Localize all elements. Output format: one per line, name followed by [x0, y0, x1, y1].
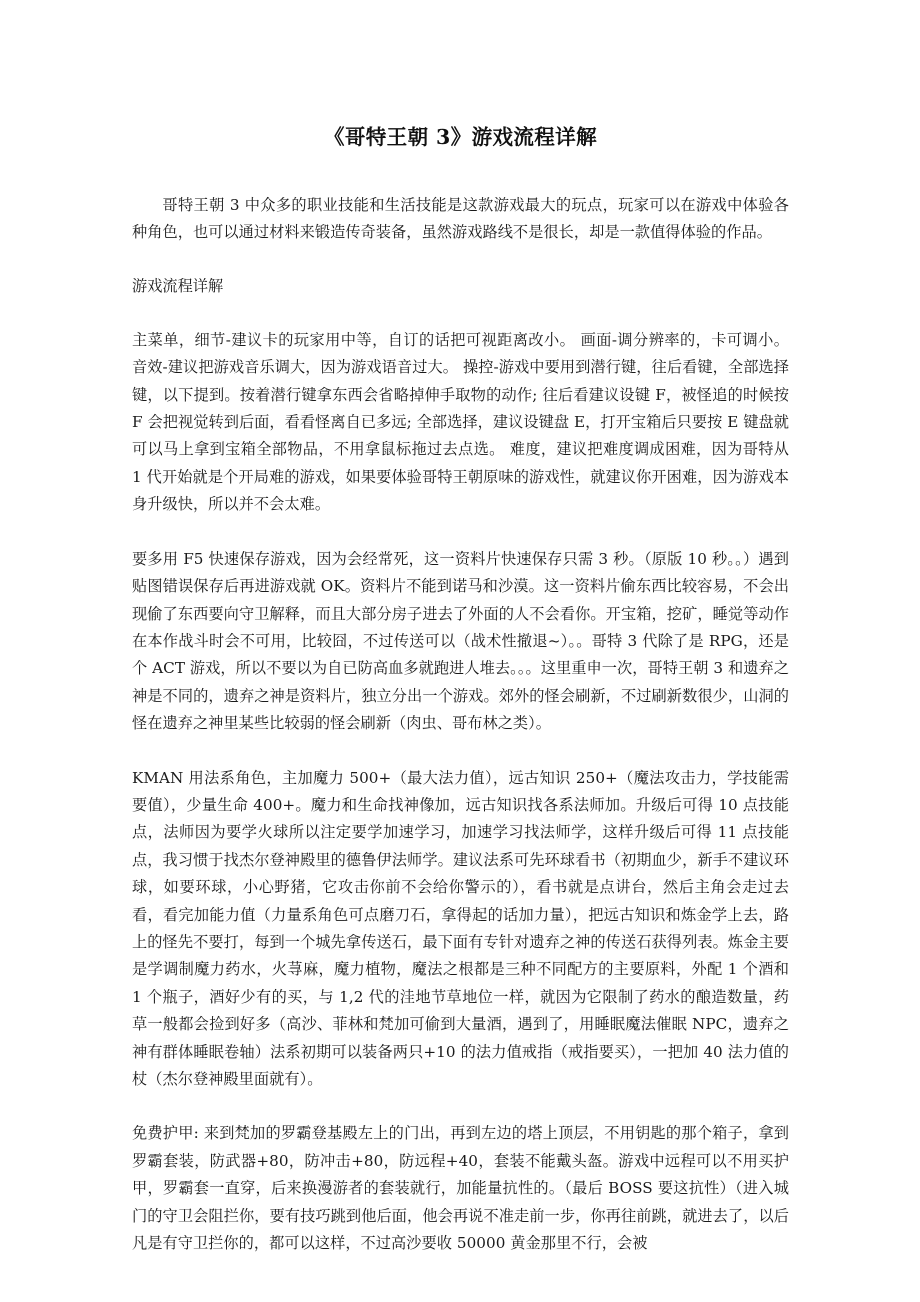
section-label: 游戏流程详解 — [132, 277, 224, 296]
paragraph-settings: 主菜单，细节-建议卡的玩家用中等，自订的话把可视距离改小。 画面-调分辨率的，卡可调小。 音效-建议把游戏音乐调大，因为游戏语音过大。 操控-游戏中要用到潜行键，往后看键，全部选择键，以下提到。按着潜行键拿东西会省略掉伸手取物的动作; 往后看建议设键 F，被怪追的时候按 F 会把视觉转到后面，看看怪离自已多远; 全部选择，建议设键盘 E，打开宝箱后只要按 E 键盘就可以马上拿到宝箱全部物品，不用拿鼠标拖过去点选。 难度，建议把难度调成困难，因为哥特从 1 代开始就是个开局难的游戏，如果要体验哥特王朝原味的游戏性，就建议你开困难，因为游戏本身升级快，所以并不会太难。 — [132, 330, 789, 514]
spacer-title — [132, 151, 789, 192]
paragraph-free-armor: 免费护甲: 来到梵加的罗霸登基殿左上的门出，再到左边的塔上顶层，不用钥匙的那个箱子，拿到罗霸套装，防武器+80，防冲击+80，防远程+40，套装不能戴头盔。游戏中远程可以不用买护甲，罗霸套一直穿，后来换漫游者的套装就行，加能量抗性的。（最后 BOSS 要这抗性）（进入城门的守卫会阻拦你，要有技巧跳到他后面，他会再说不准走前一步，你再往前跳，就进去了，以后凡是有守卫拦你的，都可以这样，不过高沙要收 50000 黄金那里不行，会被 — [132, 1124, 789, 1253]
spacer-section-label — [132, 301, 789, 327]
spacer-mage — [132, 1093, 789, 1120]
spacer-settings — [132, 519, 789, 546]
paragraph-saving: 要多用 F5 快速保存游戏，因为会经常死，这一资料片快速保存只需 3 秒。（原版 10 秒。。）遇到贴图错误保存后再进游戏就 OK。资料片不能到诺马和沙漠。这一资料片偷东西比较容易，不会出现偷了东西要向守卫解释，而且大部分房子进去了外面的人不会看你。开宝箱，挖矿，睡觉等动作在本作战斗时会不可用，比较囧，不过传送可以（战术性撤退~）。。哥特 3 代除了是 RPG，还是个 ACT 游戏，所以不要以为自已防高血多就跑进人堆去。。。这里重申一次，哥特王朝 3 和遗弃之神是不同的，遗弃之神是资料片，独立分出一个游戏。郊外的怪会刷新，不过刷新数很少，山洞的怪在遗弃之神里某些比较弱的怪会刷新（肉虫、哥布林之类）。 — [132, 549, 789, 733]
paragraph-intro: 哥特王朝 3 中众多的职业技能和生活技能是这款游戏最大的玩点，玩家可以在游戏中体验各种角色，也可以通过材料来锻造传奇装备，虽然游戏路线不是很长，却是一款值得体验的作品。 — [132, 195, 789, 242]
spacer-intro — [132, 246, 789, 273]
paragraph-mage-build: KMAN 用法系角色，主加魔力 500+（最大法力值），远古知识 250+（魔法攻击力，学技能需要值），少量生命 400+。魔力和生命找神像加，远古知识找各系法师加。升级后可得 10 点技能点，法师因为要学火球所以注定要学加速学习，加速学习找法师学，这样升级后可得 11 点技能点，我习惯于找杰尔登神殿里的德鲁伊法师学。建议法系可先环球看书（初期血少，新手不建议环球，如要环球，小心野猪，它攻击你前不会给你警示的），看书就是点讲台，然后主角会走过去看，看完加能力值（力量系角色可点磨刀石，拿得起的话加力量），把远古知识和炼金学上去，路上的怪先不要打，每到一个城先拿传送石，最下面有专针对遗弃之神的传送石获得列表。炼金主要是学调制魔力药水，火荨麻，魔力植物，魔法之根都是三种不同配方的主要原料，外配 1 个酒和 1 个瓶子，酒好少有的买，与 1,2 代的洼地节草地位一样，就因为它限制了药水的酿造数量，药草一般都会捡到好多（高沙、菲林和梵加可偷到大量酒，遇到了，用睡眠魔法催眠 NPC，遗弃之神有群体睡眠卷轴）法系初期可以装备两只+10 的法力值戒指（戒指要买），一把加 40 法力值的杖（杰尔登神殿里面就有）。 — [132, 768, 789, 1089]
page-title: 《哥特王朝 3》游戏流程详解 — [323, 125, 597, 149]
spacer-saving — [132, 738, 789, 765]
document-content — [132, 0, 789, 1257]
